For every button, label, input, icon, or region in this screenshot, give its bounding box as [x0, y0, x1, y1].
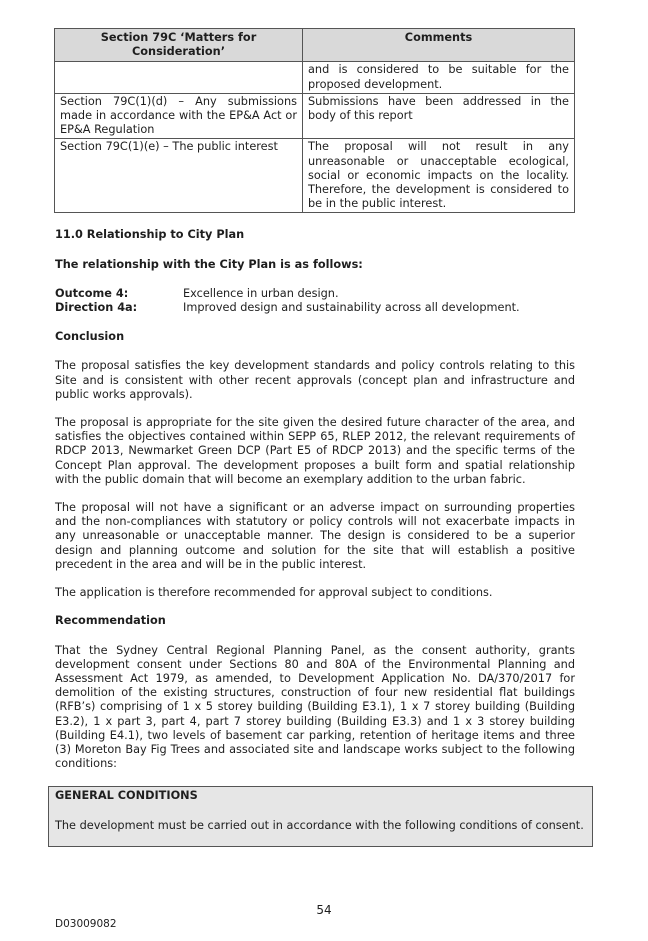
conclusion-paragraph: The proposal is appropriate for the site given the desired future character of the area, and satisfies the objectives contained within SEPP 65, RLEP 2012, the relevant requirements of RDCP 2013, Newmarket Green DCP (Part E5 of RDCP 2013) and the specific terms of the Concept Plan approval. The development proposes a built form and spatial relationship with the public domain that will become an exemplary addition to the urban fabric.: [55, 416, 575, 486]
general-conditions-title: GENERAL CONDITIONS: [55, 789, 198, 803]
recommendation-text: That the Sydney Central Regional Planning Panel, as the consent authority, grants development consent under Sections 80 and 80A of the Environmental Planning and Assessment Act 1979, as amended, to Development Application No. DA/370/2017 for demolition of the existing structures, construction of four new residential flat buildings (RFB’s) comprising of 1 x 5 storey building (Building E3.1), 1 x 7 storey building (Building E3.2), 1 x part 3, part 4, part 7 storey building (Building E3.3) and 1 x 3 storey building (Building E4.1), two levels of basement car parking, retention of heritage items and three (3) Moreton Bay Fig Trees and associated site and landscape works subject to the following conditions:: [55, 643, 575, 771]
outcome-text: Excellence in urban design.: [183, 286, 339, 300]
matters-table: [54, 28, 575, 213]
outcome-row: [55, 287, 575, 301]
table-cell-matter: Section 79C(1)(e) – The public interest: [55, 139, 303, 213]
outcome-label: Outcome 4:: [55, 286, 129, 300]
direction-label: Direction 4a:: [55, 301, 138, 315]
table-row: [55, 139, 575, 213]
table-header-row: [55, 29, 575, 62]
section-intro: The relationship with the City Plan is as follows:: [55, 257, 363, 271]
section-heading: 11.0 Relationship to City Plan: [55, 228, 245, 242]
conclusion-heading: Conclusion: [55, 330, 125, 344]
direction-text: Improved design and sustainability across all development.: [183, 301, 520, 315]
table-cell-comment: The proposal will not result in any unreasonable or unacceptable ecological, social or economic impacts on the locality. Therefore, the development is considered to be in the public interest.: [303, 139, 575, 213]
table-cell-comment: Submissions have been addressed in the body of this report: [303, 93, 575, 139]
direction-row: [55, 301, 575, 315]
document-page: [55, 28, 584, 847]
table-cell-matter: [55, 62, 303, 93]
general-conditions-text: The development must be carried out in accordance with the following conditions of consent.: [55, 818, 584, 832]
table-row: [55, 93, 575, 139]
conclusion-paragraph: The proposal satisfies the key development standards and policy controls relating to this Site and is consistent with other recent approvals (concept plan and infrastructure and public works approvals).: [55, 359, 575, 401]
table-header-comments: Comments: [303, 29, 575, 62]
table-row: [55, 62, 575, 93]
table-header-matters: Section 79C ‘Matters for Consideration’: [55, 29, 303, 62]
table-cell-comment: and is considered to be suitable for the proposed development.: [303, 62, 575, 93]
recommendation-heading: Recommendation: [55, 614, 166, 628]
conclusion-paragraph: The application is therefore recommended for approval subject to conditions.: [55, 586, 493, 600]
outcome-list: [55, 287, 575, 315]
page-number: 54: [316, 903, 332, 917]
table-cell-matter: Section 79C(1)(d) – Any submissions made in accordance with the EP&A Act or EP&A Regulation: [55, 93, 303, 139]
general-conditions-box: [48, 786, 593, 846]
conclusion-paragraph: The proposal will not have a significant or an adverse impact on surrounding properties and the non-compliances with statutory or policy controls will not exacerbate impacts in any unreasonable or unacceptable manner. The design is considered to be a superior design and planning outcome and solution for the site that will establish a positive precedent in the area and will be in the public interest.: [55, 501, 575, 571]
document-code: D03009082: [55, 918, 117, 930]
